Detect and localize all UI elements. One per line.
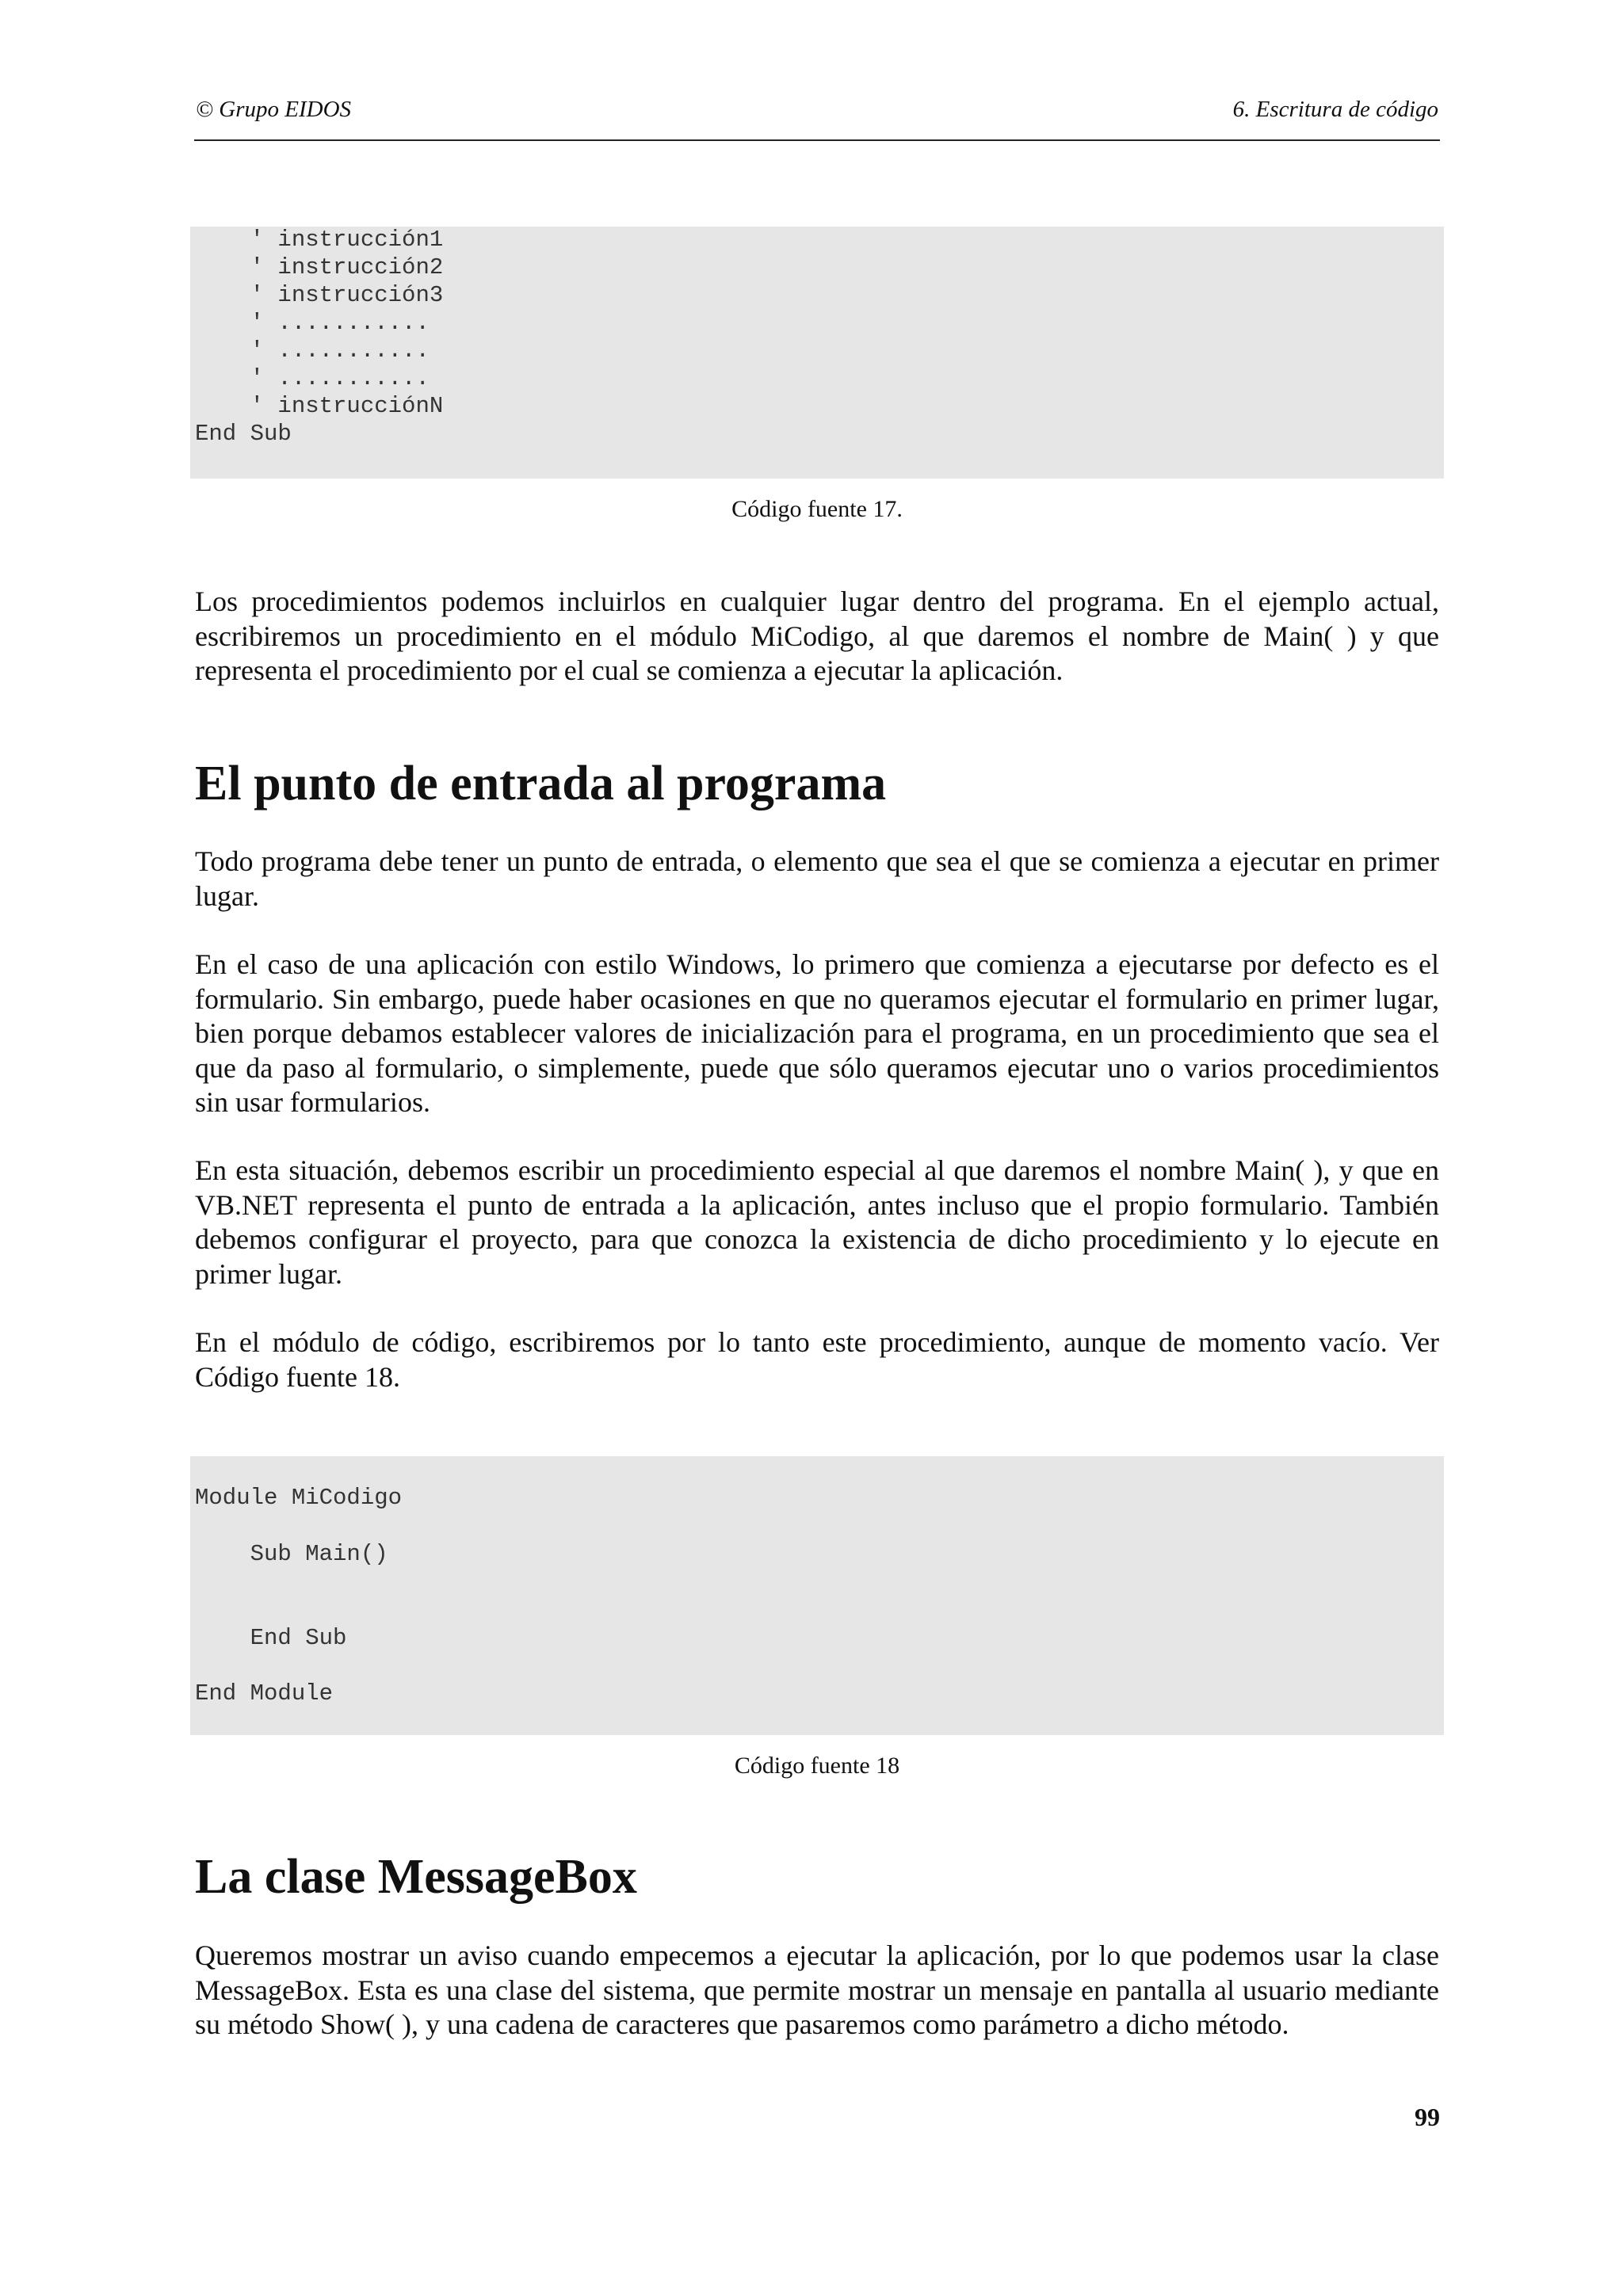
code-line: ' instrucciónN	[195, 393, 444, 419]
code-line: ' ...........	[195, 338, 430, 364]
paragraph: En el módulo de código, escribiremos por lo tanto este procedimiento, aunque de momento vacío. Ver Código fuente 18.	[195, 1326, 1439, 1393]
section-heading: La clase MessageBox	[195, 1850, 637, 1904]
code-line: ' instrucción1	[195, 227, 444, 253]
code-line: Module MiCodigo	[195, 1485, 403, 1511]
paragraph: En el caso de una aplicación con estilo Windows, lo primero que comienza a ejecutarse por defecto es el formulario. Sin embargo, puede haber ocasiones en que no queramos ejecutar el formulario en primer lugar, bien porque debamos establecer valores de inicialización para el programa, en un procedimiento que sea el que da paso al formulario, o simplemente, puede que sólo queramos ejecutar uno o varios procedimientos sin usar formularios.	[195, 948, 1439, 1118]
code-line: ' ...........	[195, 310, 430, 336]
code-caption-17: Código fuente 17.	[731, 496, 903, 522]
paragraph: Los procedimientos podemos incluirlos en cualquier lugar dentro del programa. En el ejemplo actual, escribiremos un procedimiento en el módulo MiCodigo, al que daremos el nombre de Main( ) y que representa el procedimiento por el cual se comienza a ejecutar la aplicación.	[195, 585, 1439, 686]
code-line: Sub Main()	[195, 1541, 388, 1567]
paragraph: Queremos mostrar un aviso cuando empecemos a ejecutar la aplicación, por lo que podemos usar la clase MessageBox. Esta es una clase del sistema, que permite mostrar un mensaje en pantalla al usuario mediante su método Show( ), y una cadena de caracteres que pasaremos como parámetro a dicho método.	[195, 1939, 1439, 2040]
paragraph: Todo programa debe tener un punto de entrada, o elemento que sea el que se comienza a ejecutar en primer lugar.	[195, 845, 1439, 912]
code-line: ' instrucción2	[195, 254, 444, 280]
code-line: ' instrucción3	[195, 282, 444, 308]
header-publisher: © Grupo EIDOS	[196, 97, 352, 122]
code-line: End Module	[195, 1680, 334, 1707]
page-number: 99	[1415, 2103, 1440, 2131]
code-block-17	[190, 227, 1444, 479]
paragraph: En esta situación, debemos escribir un procedimiento especial al que daremos el nombre Main( ), y que en VB.NET representa el punto de entrada a la aplicación, antes incluso que el propio formulario. También debemos configurar el proyecto, para que conozca la existencia de dicho procedimiento y lo ejecute en primer lugar.	[195, 1154, 1439, 1290]
code-caption-18: Código fuente 18	[734, 1753, 900, 1779]
code-line: End Sub	[195, 421, 292, 447]
section-heading: El punto de entrada al programa	[195, 757, 887, 810]
header-chapter: 6. Escritura de código	[1232, 97, 1438, 122]
code-line: End Sub	[195, 1625, 347, 1651]
code-line: ' ...........	[195, 365, 430, 391]
page-header	[194, 93, 1440, 141]
code-block-18	[190, 1456, 1444, 1735]
